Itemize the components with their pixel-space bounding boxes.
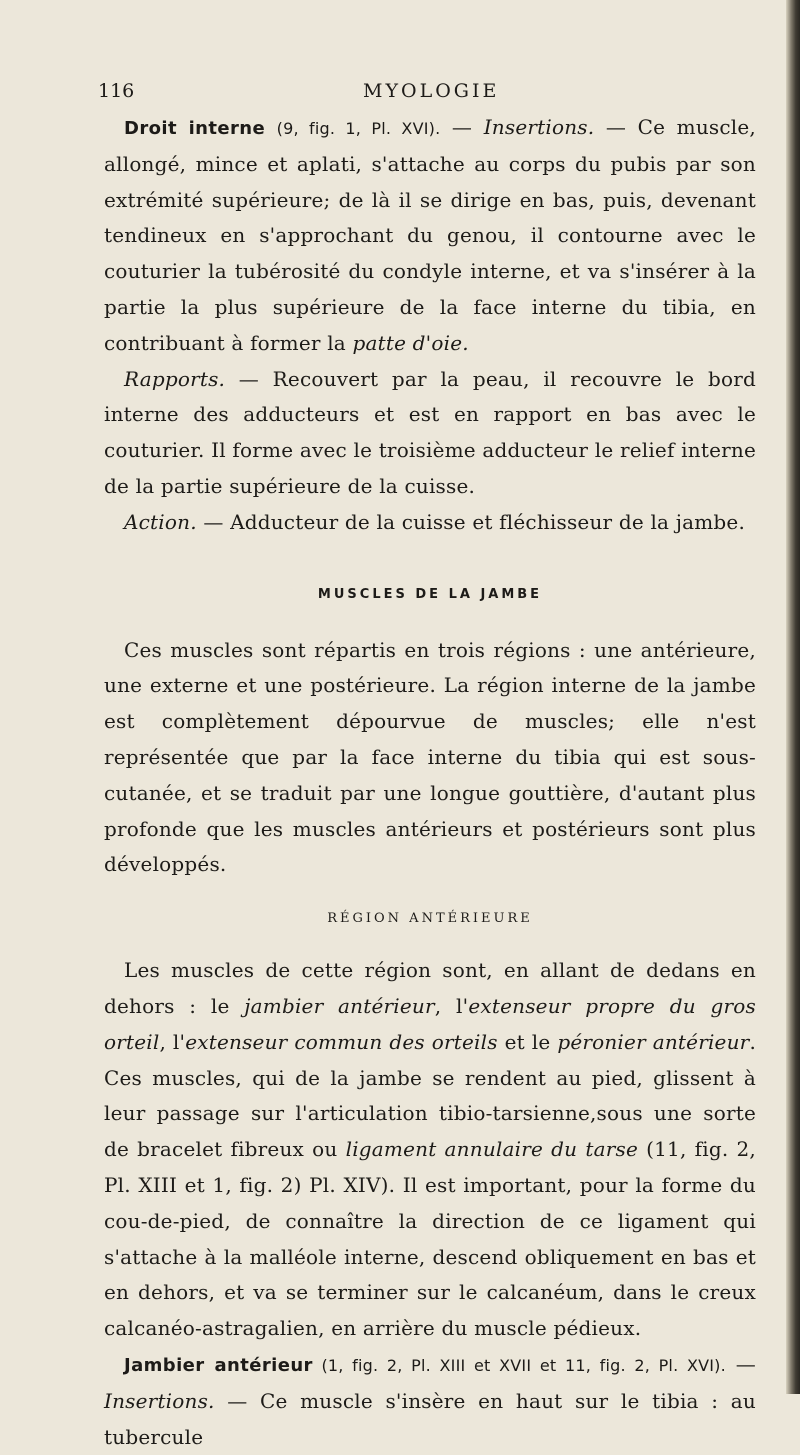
- dash: —: [725, 1351, 756, 1376]
- text-run: , l': [159, 1029, 186, 1054]
- body-text: [104, 110, 756, 1455]
- term-extenseur-commun: extenseur commun des orteils: [185, 1029, 498, 1054]
- figure-reference: (1, fig. 2, Pl. XIII et XVII et 11, fig. 2, Pl. XVI).: [312, 1355, 726, 1375]
- term-extenseur-propre: extenseur propre du gros orteil: [104, 993, 756, 1054]
- insertions-text: — Ce muscle, allongé, mince et aplati, s'attache au corps du pubis par son extrémité supérieure; de là il se dirige en bas, puis, devenant tendineux en s'approchant du genou, il contourne avec le couturier la tubérosité du condyle interne, et va s'insérer à la partie la plus supérieure de la face interne du tibia, en contribuant à former la: [104, 115, 756, 355]
- insertions-text: — Ce muscle s'insère en haut sur le tibia : au tubercule: [104, 1388, 756, 1449]
- rapports-label: Rapports.: [124, 366, 226, 391]
- region-paragraph: [104, 953, 756, 1347]
- action-paragraph: [104, 505, 756, 541]
- page-binding-edge: [786, 0, 800, 1394]
- text-run: . Ces muscles, qui de la jambe se rendent au pied, glissent à leur passage sur l'articulation tibio-tarsienne,sous une sorte de bracelet fibreux ou: [104, 1029, 756, 1162]
- patte-doie-term: patte d'oie.: [352, 330, 469, 355]
- term-jambier-anterieur: jambier antérieur: [244, 993, 435, 1018]
- rapports-paragraph: [104, 362, 756, 505]
- text-run: , l': [434, 993, 469, 1018]
- page-number: 116: [98, 80, 135, 102]
- term-peronier-anterieur: péronier antérieur: [557, 1029, 750, 1054]
- section-title: MUSCLES DE LA JAMBE: [317, 586, 543, 602]
- figure-reference: (9, fig. 1, Pl. XVI).: [276, 119, 441, 138]
- droit-interne-paragraph: [104, 110, 756, 362]
- rapports-text: — Recouvert par la peau, il recouvre le bord interne des adducteurs et est en rapport en bas avec le couturier. Il forme avec le troisième adducteur le relief interne de la partie supérieure de la cuisse.: [104, 366, 757, 498]
- dash: —: [440, 115, 484, 139]
- text-run: (11, fig. 2, Pl. XIII et 1, fig. 2) Pl. XIV). Il est important, pour la forme du cou-de-pied, de connaître la direction de ce ligament qui s'attache à la malléole interne, descend obliquement en bas et en dehors, et va se terminer sur le calcanéum, dans le creux calcanéo-astragalien, en arrière du muscle pédieux.: [104, 1137, 756, 1341]
- jambier-anterieur-paragraph: [104, 1347, 756, 1455]
- text-run: et le: [497, 1029, 558, 1054]
- muscle-name-jambier-anterieur: Jambier antérieur: [124, 1354, 313, 1376]
- running-title: MYOLOGIE: [363, 80, 500, 102]
- page-header: [98, 80, 758, 106]
- muscle-name-droit-interne: Droit interne: [124, 118, 266, 139]
- text-run: Les muscles de cette région sont, en allant de dedans en dehors : le: [104, 958, 756, 1018]
- action-text: — Adducteur de la cuisse et fléchisseur de la jambe.: [196, 509, 746, 534]
- subsection-title: RÉGION ANTÉRIEURE: [327, 911, 533, 927]
- insertions-label: Insertions.: [104, 1388, 215, 1413]
- intro-paragraph: Ces muscles sont répartis en trois régions : une antérieure, une externe et une postérieure. La région interne de la jambe est complètement dépourvue de muscles; elle n'est représentée que par la face interne du tibia qui est sous-cutanée, et se traduit par une longue gouttière, d'autant plus profonde que les muscles antérieurs et postérieurs sont plus développés.: [104, 637, 756, 877]
- term-ligament-annulaire: ligament annulaire du tarse: [345, 1137, 638, 1162]
- action-label: Action.: [124, 509, 197, 534]
- insertions-label: Insertions.: [483, 115, 595, 139]
